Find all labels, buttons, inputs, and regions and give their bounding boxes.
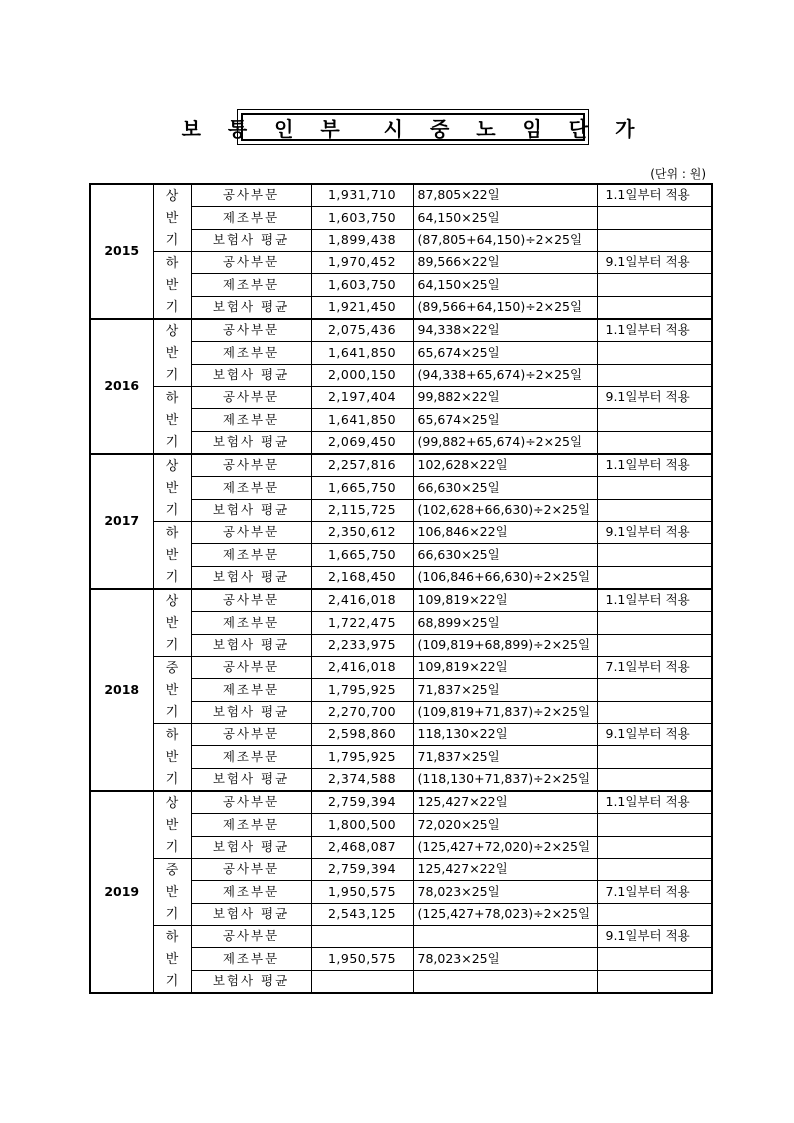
period-char: 기 (165, 973, 179, 989)
note-cell (597, 499, 712, 521)
category-cell: 보험사 평균 (191, 768, 311, 791)
period-char: 반 (165, 749, 179, 765)
calc-cell: 65,674×25일 (413, 342, 597, 364)
note-cell: 1.1일부터 적용 (597, 454, 712, 477)
category-cell: 보험사 평균 (191, 970, 311, 993)
period-cell (153, 926, 191, 994)
amount-cell: 1,899,438 (311, 229, 413, 251)
note-cell: 9.1일부터 적용 (597, 522, 712, 544)
note-cell: 7.1일부터 적용 (597, 881, 712, 903)
note-cell (597, 544, 712, 566)
category-cell: 공사부문 (191, 454, 311, 477)
amount-cell: 1,665,750 (311, 477, 413, 499)
note-cell (597, 477, 712, 499)
category-cell: 공사부문 (191, 387, 311, 409)
category-cell: 제조부문 (191, 881, 311, 903)
note-cell: 1.1일부터 적용 (597, 589, 712, 612)
note-cell (597, 679, 712, 701)
note-cell (597, 634, 712, 656)
amount-cell: 2,075,436 (311, 319, 413, 342)
period-char: 반 (165, 884, 179, 900)
period-char: 기 (165, 906, 179, 922)
category-cell: 공사부문 (191, 319, 311, 342)
amount-cell: 2,197,404 (311, 387, 413, 409)
table-row (90, 387, 712, 409)
note-cell (597, 229, 712, 251)
note-cell (597, 948, 712, 970)
category-cell: 제조부문 (191, 679, 311, 701)
period-cell (153, 859, 191, 926)
year-cell: 2016 (90, 319, 153, 454)
category-cell: 제조부문 (191, 409, 311, 431)
unit-label: (단위 : 원) (650, 167, 706, 181)
period-char: 기 (165, 232, 179, 248)
note-cell: 9.1일부터 적용 (597, 926, 712, 948)
note-cell: 9.1일부터 적용 (597, 252, 712, 274)
category-cell: 공사부문 (191, 926, 311, 948)
category-cell: 제조부문 (191, 274, 311, 296)
period-char: 반 (165, 345, 179, 361)
calc-cell: 72,020×25일 (413, 814, 597, 836)
amount-cell: 2,350,612 (311, 522, 413, 544)
note-cell: 9.1일부터 적용 (597, 724, 712, 746)
category-cell: 공사부문 (191, 859, 311, 881)
category-cell: 제조부문 (191, 477, 311, 499)
calc-cell: 68,899×25일 (413, 612, 597, 634)
category-cell: 제조부문 (191, 544, 311, 566)
note-cell (597, 431, 712, 454)
period-char: 반 (165, 682, 179, 698)
period-char: 반 (165, 210, 179, 226)
category-cell: 보험사 평균 (191, 364, 311, 386)
amount-cell: 1,795,925 (311, 746, 413, 768)
title-box (181, 109, 645, 145)
calc-cell: (94,338+65,674)÷2×25일 (413, 364, 597, 386)
period-char: 중 (165, 862, 179, 878)
period-cell (153, 184, 191, 252)
note-cell (597, 903, 712, 925)
note-cell: 1.1일부터 적용 (597, 791, 712, 814)
category-cell: 공사부문 (191, 589, 311, 612)
note-cell (597, 207, 712, 229)
category-cell: 보험사 평균 (191, 566, 311, 589)
note-cell (597, 701, 712, 723)
period-char: 하 (165, 727, 179, 743)
table-row (90, 319, 712, 342)
note-cell (597, 342, 712, 364)
note-cell (597, 746, 712, 768)
note-cell (597, 566, 712, 589)
note-cell: 1.1일부터 적용 (597, 319, 712, 342)
note-cell (597, 836, 712, 858)
category-cell: 공사부문 (191, 252, 311, 274)
category-cell: 보험사 평균 (191, 903, 311, 925)
calc-cell: 102,628×22일 (413, 454, 597, 477)
amount-cell: 2,257,816 (311, 454, 413, 477)
amount-cell: 1,970,452 (311, 252, 413, 274)
period-cell (153, 589, 191, 657)
calc-cell (413, 970, 597, 993)
amount-cell (311, 926, 413, 948)
category-cell: 보험사 평균 (191, 634, 311, 656)
period-cell (153, 387, 191, 455)
amount-cell: 2,759,394 (311, 859, 413, 881)
period-char: 기 (165, 434, 179, 450)
calc-cell: 125,427×22일 (413, 791, 597, 814)
category-cell: 공사부문 (191, 791, 311, 814)
calc-cell: (89,566+64,150)÷2×25일 (413, 296, 597, 319)
period-char: 반 (165, 277, 179, 293)
table-row (90, 724, 712, 746)
table-row (90, 657, 712, 679)
note-cell: 7.1일부터 적용 (597, 657, 712, 679)
table-row (90, 454, 712, 477)
calc-cell: 118,130×22일 (413, 724, 597, 746)
year-cell: 2018 (90, 589, 153, 791)
amount-cell: 1,950,575 (311, 881, 413, 903)
note-cell: 9.1일부터 적용 (597, 387, 712, 409)
amount-cell: 2,759,394 (311, 791, 413, 814)
period-char: 기 (165, 569, 179, 585)
category-cell: 공사부문 (191, 184, 311, 207)
period-char: 반 (165, 951, 179, 967)
calc-cell: 125,427×22일 (413, 859, 597, 881)
table-row (90, 184, 712, 207)
calc-cell: 64,150×25일 (413, 274, 597, 296)
calc-cell: 64,150×25일 (413, 207, 597, 229)
amount-cell: 2,233,975 (311, 634, 413, 656)
amount-cell: 1,800,500 (311, 814, 413, 836)
period-char: 반 (165, 412, 179, 428)
amount-cell: 1,641,850 (311, 409, 413, 431)
calc-cell: (99,882+65,674)÷2×25일 (413, 431, 597, 454)
period-char: 하 (165, 255, 179, 271)
period-cell (153, 724, 191, 792)
calc-cell: 65,674×25일 (413, 409, 597, 431)
note-cell (597, 970, 712, 993)
category-cell: 보험사 평균 (191, 836, 311, 858)
amount-cell: 1,795,925 (311, 679, 413, 701)
calc-cell: 89,566×22일 (413, 252, 597, 274)
calc-cell: 106,846×22일 (413, 522, 597, 544)
period-cell (153, 522, 191, 590)
period-char: 상 (165, 795, 179, 811)
table-row (90, 926, 712, 948)
year-cell: 2017 (90, 454, 153, 589)
category-cell: 제조부문 (191, 207, 311, 229)
amount-cell: 1,950,575 (311, 948, 413, 970)
period-char: 상 (165, 188, 179, 204)
period-char: 반 (165, 615, 179, 631)
amount-cell: 2,069,450 (311, 431, 413, 454)
period-char: 기 (165, 771, 179, 787)
amount-cell: 2,468,087 (311, 836, 413, 858)
period-char: 기 (165, 839, 179, 855)
amount-cell: 1,665,750 (311, 544, 413, 566)
calc-cell: 66,630×25일 (413, 544, 597, 566)
period-char: 기 (165, 299, 179, 315)
period-char: 상 (165, 458, 179, 474)
amount-cell: 1,722,475 (311, 612, 413, 634)
period-char: 반 (165, 547, 179, 563)
note-cell (597, 814, 712, 836)
period-char: 기 (165, 637, 179, 653)
note-cell (597, 409, 712, 431)
category-cell: 보험사 평균 (191, 229, 311, 251)
note-cell (597, 612, 712, 634)
category-cell: 제조부문 (191, 814, 311, 836)
calc-cell: 78,023×25일 (413, 948, 597, 970)
note-cell (597, 859, 712, 881)
calc-cell: (125,427+78,023)÷2×25일 (413, 903, 597, 925)
category-cell: 공사부문 (191, 522, 311, 544)
note-cell (597, 274, 712, 296)
calc-cell: 78,023×25일 (413, 881, 597, 903)
amount-cell: 2,000,150 (311, 364, 413, 386)
page-title: 보 통 인 부 시 중 노 임 단 가 (241, 113, 585, 141)
period-char: 반 (165, 817, 179, 833)
amount-cell: 2,168,450 (311, 566, 413, 589)
period-cell (153, 319, 191, 387)
note-cell (597, 768, 712, 791)
wage-table (89, 183, 713, 994)
table-row (90, 859, 712, 881)
table-row (90, 252, 712, 274)
category-cell: 제조부문 (191, 746, 311, 768)
amount-cell: 2,374,588 (311, 768, 413, 791)
amount-cell (311, 970, 413, 993)
calc-cell: (87,805+64,150)÷2×25일 (413, 229, 597, 251)
note-cell (597, 364, 712, 386)
calc-cell: 94,338×22일 (413, 319, 597, 342)
category-cell: 보험사 평균 (191, 701, 311, 723)
period-char: 하 (165, 525, 179, 541)
calc-cell: 99,882×22일 (413, 387, 597, 409)
table-row (90, 522, 712, 544)
period-char: 하 (165, 929, 179, 945)
category-cell: 제조부문 (191, 342, 311, 364)
year-cell: 2015 (90, 184, 153, 319)
category-cell: 제조부문 (191, 948, 311, 970)
category-cell: 보험사 평균 (191, 296, 311, 319)
calc-cell: 66,630×25일 (413, 477, 597, 499)
calc-cell: 71,837×25일 (413, 679, 597, 701)
category-cell: 보험사 평균 (191, 499, 311, 521)
note-cell: 1.1일부터 적용 (597, 184, 712, 207)
year-cell: 2019 (90, 791, 153, 993)
category-cell: 제조부문 (191, 612, 311, 634)
calc-cell (413, 926, 597, 948)
period-char: 상 (165, 593, 179, 609)
period-char: 중 (165, 660, 179, 676)
table-row (90, 589, 712, 612)
calc-cell: 109,819×22일 (413, 657, 597, 679)
amount-cell: 2,543,125 (311, 903, 413, 925)
period-char: 기 (165, 502, 179, 518)
period-char: 상 (165, 323, 179, 339)
calc-cell: 87,805×22일 (413, 184, 597, 207)
calc-cell: (118,130+71,837)÷2×25일 (413, 768, 597, 791)
calc-cell: 71,837×25일 (413, 746, 597, 768)
amount-cell: 2,598,860 (311, 724, 413, 746)
period-cell (153, 454, 191, 522)
period-cell (153, 252, 191, 320)
amount-cell: 1,921,450 (311, 296, 413, 319)
category-cell: 공사부문 (191, 724, 311, 746)
calc-cell: (125,427+72,020)÷2×25일 (413, 836, 597, 858)
amount-cell: 2,416,018 (311, 657, 413, 679)
calc-cell: (102,628+66,630)÷2×25일 (413, 499, 597, 521)
period-char: 기 (165, 704, 179, 720)
amount-cell: 2,270,700 (311, 701, 413, 723)
amount-cell: 1,931,710 (311, 184, 413, 207)
period-char: 반 (165, 480, 179, 496)
wage-table-body (90, 184, 712, 993)
table-row (90, 791, 712, 814)
calc-cell: (109,819+68,899)÷2×25일 (413, 634, 597, 656)
period-cell (153, 657, 191, 724)
period-char: 기 (165, 367, 179, 383)
category-cell: 공사부문 (191, 657, 311, 679)
calc-cell: (109,819+71,837)÷2×25일 (413, 701, 597, 723)
amount-cell: 1,641,850 (311, 342, 413, 364)
period-cell (153, 791, 191, 859)
note-cell (597, 296, 712, 319)
amount-cell: 2,416,018 (311, 589, 413, 612)
amount-cell: 2,115,725 (311, 499, 413, 521)
amount-cell: 1,603,750 (311, 274, 413, 296)
calc-cell: 109,819×22일 (413, 589, 597, 612)
category-cell: 보험사 평균 (191, 431, 311, 454)
period-char: 하 (165, 390, 179, 406)
amount-cell: 1,603,750 (311, 207, 413, 229)
calc-cell: (106,846+66,630)÷2×25일 (413, 566, 597, 589)
